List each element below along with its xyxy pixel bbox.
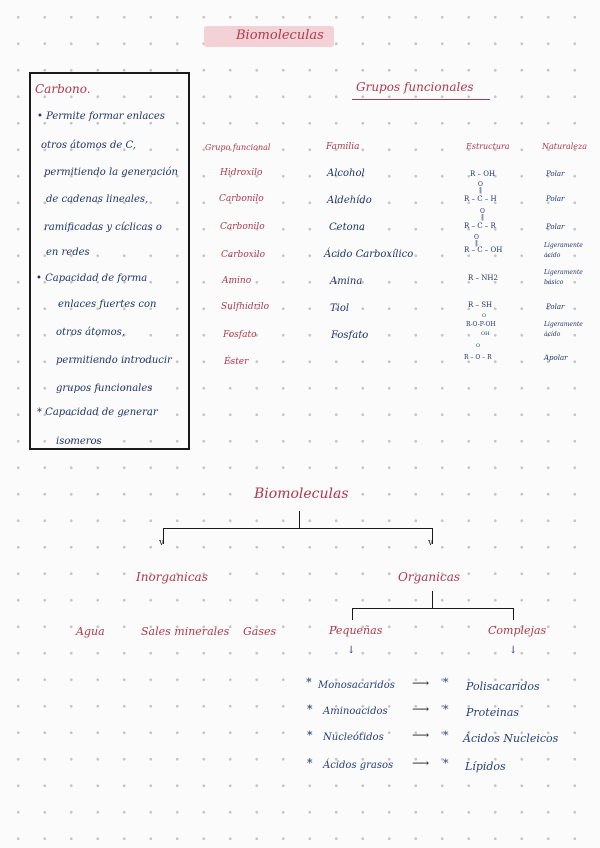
row-familia: Tiol bbox=[330, 303, 350, 314]
row-familia: Amina bbox=[330, 276, 363, 287]
carbono-line: en redes bbox=[46, 247, 90, 258]
carbono-title: Carbono. bbox=[35, 82, 91, 96]
row-familia: Aldehído bbox=[327, 195, 372, 206]
arrow-right-icon: ⟶ bbox=[412, 728, 430, 742]
phosphate-oxygen: O bbox=[482, 313, 487, 319]
pair-small: Ácidos grasos bbox=[323, 760, 394, 771]
ester-oxygen: O bbox=[476, 343, 481, 349]
carbono-line: otros átomos de C, bbox=[41, 140, 136, 151]
row-estructura: R – C – R bbox=[464, 222, 496, 230]
bullet-asterisk: * bbox=[443, 703, 449, 716]
carbono-line: isomeros bbox=[56, 436, 102, 447]
pair-big: Ácidos Nucleicos bbox=[463, 732, 559, 745]
bullet-asterisk: * bbox=[306, 676, 312, 689]
carbono-line: enlaces fuertes con bbox=[58, 299, 157, 310]
tree-root: Biomoleculas bbox=[254, 486, 349, 502]
bullet-asterisk: * bbox=[307, 703, 313, 716]
pair-big: Polisacaridos bbox=[466, 680, 540, 693]
row-estructura: R – OH bbox=[470, 170, 496, 178]
complejas-label: Complejas bbox=[488, 624, 547, 637]
row-grupo: Hidroxilo bbox=[220, 168, 263, 178]
pair-small: Aminoacidos bbox=[323, 706, 388, 717]
organicas-branch bbox=[352, 608, 514, 609]
pequenas-label: Pequeñas bbox=[329, 624, 383, 637]
inorganica-child: Sales minerales bbox=[141, 625, 230, 638]
carbonyl-oxygen: O bbox=[474, 234, 479, 241]
row-familia: Alcohol bbox=[327, 168, 365, 179]
row-grupo: Sulfhidrilo bbox=[221, 302, 270, 312]
row-estructura: R – NH2 bbox=[468, 274, 498, 282]
bullet-asterisk: * bbox=[307, 757, 313, 770]
arrow-right-icon: ⟶ bbox=[412, 756, 430, 770]
carbono-line: grupos funcionales bbox=[56, 383, 153, 394]
row-estructura: R – C – H bbox=[464, 195, 497, 203]
row-grupo: Carbonilo bbox=[220, 222, 265, 232]
row-grupo: Carbonilo bbox=[219, 194, 264, 204]
carbono-line: • Capacidad de forma bbox=[36, 273, 148, 284]
arrow-right-icon: ⟶ bbox=[412, 702, 430, 716]
header-grupo: Grupo funcional bbox=[205, 143, 271, 152]
row-familia: Cetona bbox=[329, 222, 366, 233]
bullet-asterisk: * bbox=[443, 729, 449, 742]
arrow-down-icon: ↓ bbox=[347, 645, 356, 656]
tree-branch-h1 bbox=[163, 528, 433, 529]
row-estructura: R – C – OH bbox=[464, 246, 503, 254]
pair-small: Monosacaridos bbox=[318, 680, 395, 691]
row-estructura: R-O-P-OH bbox=[466, 321, 496, 328]
arrow-down-icon: ↓ bbox=[509, 645, 518, 656]
carbono-line: • Permite formar enlaces bbox=[37, 111, 165, 122]
row-naturaleza: Polar bbox=[546, 170, 565, 178]
header-naturaleza: Naturaleza bbox=[542, 142, 588, 151]
row-familia: Ácido Carboxílico bbox=[324, 249, 414, 260]
row-naturaleza: Ligeramente básico bbox=[544, 269, 583, 286]
arrow-right-icon: ⟶ bbox=[412, 676, 430, 690]
row-estructura: R – O – R bbox=[464, 354, 492, 361]
inorganicas-label: Inorganicas bbox=[136, 570, 208, 584]
grupos-title-underline bbox=[352, 99, 490, 100]
organicas-label: Organicas bbox=[398, 570, 461, 584]
bullet-asterisk: * bbox=[443, 676, 449, 689]
carbonyl-oxygen: O bbox=[480, 208, 485, 215]
row-estructura: R – SH bbox=[468, 301, 493, 309]
organicas-branch-right bbox=[513, 608, 514, 620]
inorganica-child: Agua bbox=[76, 625, 105, 638]
carbonyl-bond: ‖ bbox=[475, 240, 478, 247]
row-grupo: Carboxilo bbox=[221, 250, 265, 260]
row-grupo: Amino bbox=[222, 276, 252, 286]
row-naturaleza: Polar bbox=[546, 195, 565, 203]
carbono-line: ramificadas y cíclicas o bbox=[44, 222, 162, 233]
organicas-stem bbox=[432, 591, 433, 608]
row-grupo: Fosfato bbox=[223, 330, 257, 340]
row-naturaleza: Apolar bbox=[544, 354, 568, 362]
carbonyl-oxygen: O bbox=[478, 181, 483, 188]
phosphate-oh: OH bbox=[481, 331, 490, 337]
organicas-branch-left bbox=[352, 608, 353, 620]
carbonyl-bond: ‖ bbox=[479, 187, 482, 194]
row-grupo: Éster bbox=[224, 357, 249, 367]
pair-small: Nucleótidos bbox=[323, 732, 384, 743]
pair-big: Lípidos bbox=[465, 760, 506, 773]
page-title: Biomoleculas bbox=[236, 28, 324, 43]
arrow-down-icon: v bbox=[428, 538, 434, 548]
bullet-asterisk: * bbox=[307, 729, 313, 742]
carbono-line: * Capacidad de generar bbox=[37, 407, 158, 418]
grupos-title: Grupos funcionales bbox=[356, 80, 474, 94]
tree-stem-root bbox=[299, 511, 300, 528]
inorganica-child: Gases bbox=[243, 625, 277, 638]
header-familia: Familia bbox=[326, 142, 360, 152]
carbonyl-bond: ‖ bbox=[481, 214, 484, 221]
row-familia: Fosfato bbox=[331, 330, 369, 341]
row-naturaleza: Polar bbox=[546, 223, 565, 231]
pair-big: Proteinas bbox=[466, 706, 520, 719]
carbono-line: de cadenas lineales, bbox=[46, 194, 149, 205]
carbono-line: otros átomos, bbox=[56, 327, 125, 338]
carbono-line: permitiendo introducir bbox=[56, 355, 172, 366]
bullet-asterisk: * bbox=[443, 757, 449, 770]
row-naturaleza: Ligeramente ácido bbox=[544, 321, 583, 338]
row-naturaleza: Ligeramente ácido bbox=[544, 242, 583, 259]
header-estructura: Estructura bbox=[466, 142, 510, 151]
carbono-line: permitiendo la generación bbox=[44, 167, 178, 178]
row-naturaleza: Polar bbox=[546, 303, 565, 311]
arrow-down-icon: v bbox=[159, 538, 165, 548]
